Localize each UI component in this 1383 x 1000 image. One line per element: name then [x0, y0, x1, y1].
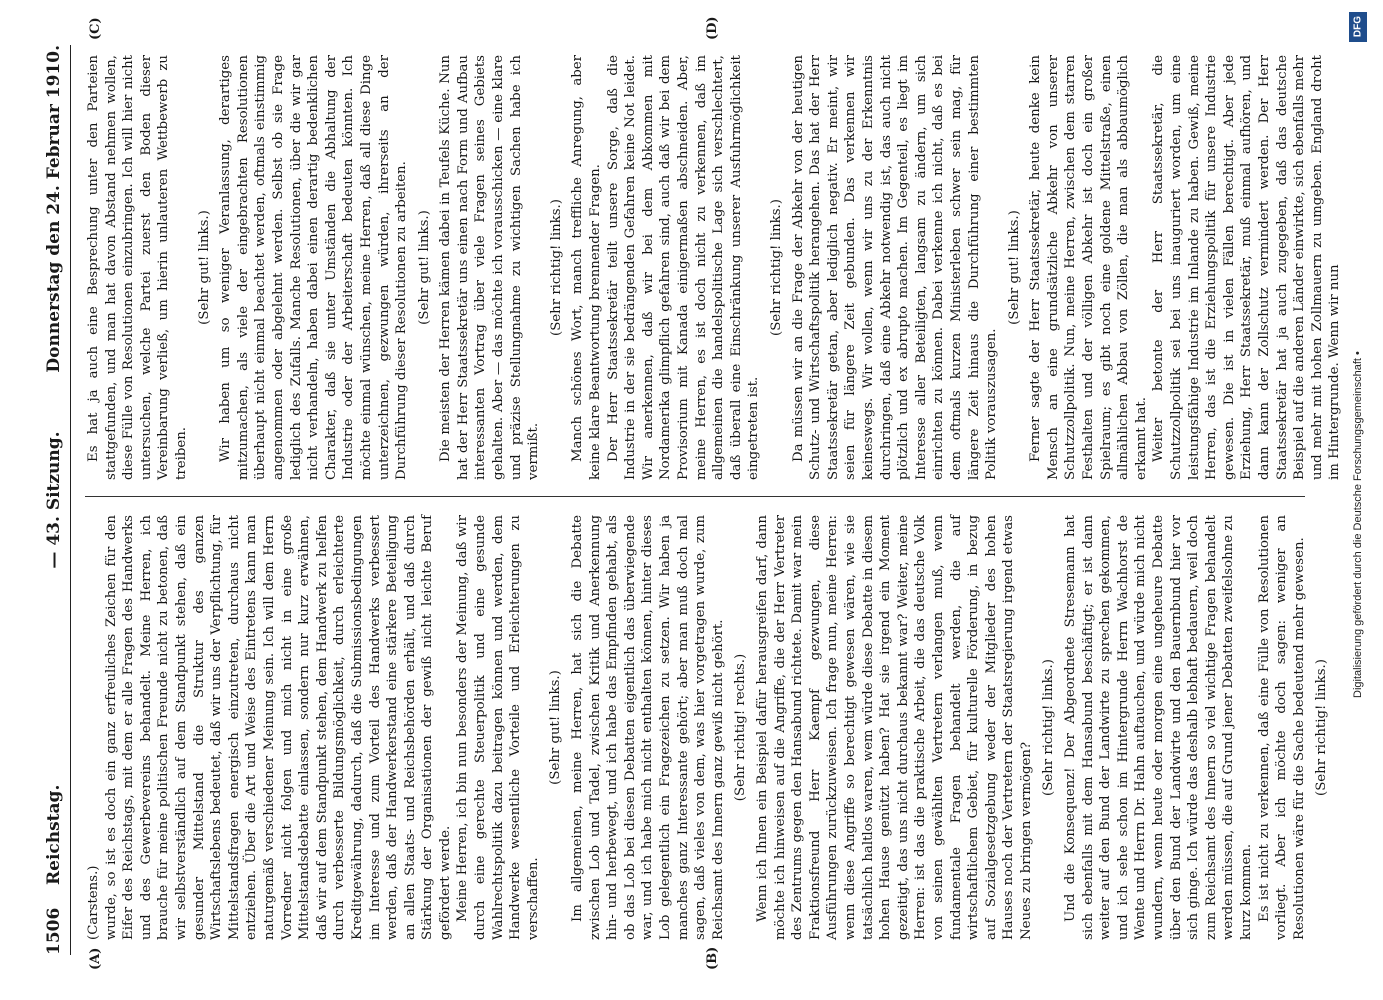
interjection: (Sehr richtig! links.): [548, 199, 564, 336]
paragraph: Meine Herren, ich bin nun besonders der Meinung, daß wir durch eine gerechte Steuerpolitik und eine gesunde Wahlrechtspolitik dazu beitragen können und werden, dem Handwerke wesentliche Vorteile und Erleichterungen zu verschaffen.: [455, 515, 541, 940]
margin-marker-c: (C): [88, 17, 103, 40]
paragraph: Da müssen wir an die Frage der Abkehr von der heutigen Schutz- und Wirtschaftspolitik herangehen. Das hat der Herr Staatssekretär getan, aber lediglich negativ. Er meint, wir seien für längere Zeit gebunden. Das verkennen wir keineswegs. Wir wollen, wenn wir uns zu der Erkenntnis durchringen, daß eine Abkehr notwendig ist, das auch nicht plötzlich und ex abrupto machen. Im Gegenteil, es liegt im Interesse aller Beteiligten, langsam zu ändern, um sich einrichten zu können. Dabei verkenne ich nicht, daß es bei dem oftmals kurzen Ministerleben schwer sein mag, für längere Zeit hinaus die Durchführung einer bestimmten Politik vorauszusagen.: [790, 55, 1000, 480]
paragraph: Manch schönes Wort, manch treffliche Anregung, aber keine klare Beantwortung brennender Fragen.: [570, 55, 604, 480]
interjection: (Sehr gut! links.): [196, 210, 212, 325]
paragraph: Der Herr Staatssekretär teilt unsere Sorge, daß die Industrie in der sie bedrängenden Gefahren keine Not leidet. Wir anerkennen, daß wir bei dem Abkommen mit Nordamerika glimpflich gefahren sind, auch daß wir bei dem Provisorium mit Kanada einigermaßen abschneiden. Aber, meine Herren, es ist doch nicht zu verkennen, daß im allgemeinen die handelspolitische Lage sich verschlechtert, daß überall eine Einschränkung unserer Ausfuhrmöglichkeit eingetreten ist.: [605, 55, 762, 480]
column-divider: [85, 496, 1305, 497]
dfg-logo-text: DFG: [1352, 15, 1364, 38]
interjection: (Sehr gut! links.): [416, 210, 432, 325]
paragraph: Im allgemeinen, meine Herren, hat sich die Debatte zwischen Lob und Tadel, zwischen Kritik und Anerkennung hin- und herbewegt, und ich habe das Empfinden gehabt, als ob das Lob bei diesen Debatten eigentlich das überwiegende war, und ich habe mich nicht enthalten können, hinter dieses Lob gelegentlich ein Fragezeichen zu setzen. Wir haben ja manches ganz Interessante gehört; aber man muß doch mal sagen, daß vieles von dem, was hier vorgetragen wurde, zum Reichsamt des Innern ganz gewiß nicht gehört.: [570, 515, 726, 940]
interjection: (Sehr gut! links.): [548, 670, 564, 785]
paragraph: Wenn ich Ihnen ein Beispiel dafür herausgreifen darf, dann möchte ich hinweisen auf die Angriffe, die der Herr Vertreter des Zentrums gegen den Hansabund richtete. Damit war mein Fraktionsfreund Herr Kaempf gezwungen, diese Ausführungen zurückzuweisen. Ich frage nun, meine Herren: wenn diese Angriffe so berechtigt gewesen wären, wie sie tatsächlich haltlos waren, wem würde diese Debatte in diesem hohen Hause genützt haben? Hat sie irgend ein Moment gezeitigt, das uns nicht durchaus bekannt war? Weiter, meine Herren: ist das die praktische Arbeit, die das deutsche Volk von seinen gewählten Vertretern verlangen muß, wenn fundamentale Fragen behandelt werden, die auf wirtschaftlichem Gebiet, für kulturelle Förderung, in bezug auf Sozialgesetzgebung weder der Mitglieder des hohen Hauses noch der Vertretern der Staatsregierung irgend etwas Neues zu bringen vermögen?: [754, 515, 1034, 940]
right-column: [85, 55, 1344, 480]
interjection: (Sehr gut! links.): [1006, 210, 1022, 325]
page-header: [40, 45, 71, 955]
left-column: [85, 515, 1335, 940]
header-date: Donnerstag den 24. Februar 1910.: [44, 45, 64, 373]
interjection: (Sehr richtig! links.): [1314, 659, 1330, 796]
header-body: Reichstag.: [44, 784, 64, 885]
interjection: (Sehr richtig! links.): [1041, 659, 1057, 796]
interjection: (Sehr richtig! rechts.): [733, 653, 749, 802]
credit-text: Digitalisierung gefördert durch die Deutsche Forschungsgemeinschaft •: [1352, 351, 1364, 698]
interjection: (Sehr richtig! links.): [768, 199, 784, 336]
paragraph: Weiter betonte der Herr Staatssekretär, die Schutzzollpolitik sei bei uns inauguriert worden, um eine leistungsfähige Industrie im Inlande zu haben. Gewiß, meine Herren, das ist die Erziehungspolitik für unsere Industrie gewesen. Die ist in vielen Fällen berechtigt. Aber jede Erziehung, Herr Staatssekretär, muß einmal aufhören, und dann kann der Zollschutz vermindert werden. Der Herr Staatssekretär hat ja auch zugegeben, daß das deutsche Beispiel auf die anderen Länder einwirkte, sich ebenfalls mehr und mehr mit hohen Zollmauern zu umgeben. England droht im Hintergrunde. Wenn wir nun: [1151, 55, 1343, 480]
paragraph: Es ist nicht zu verkennen, daß eine Fülle von Resolutionen vorliegt. Aber ich möchte doch sagen: weniger an Resolutionen wäre für die Sache bedeutend mehr gewesen.: [1256, 515, 1307, 940]
paragraph: Es hat ja auch eine Besprechung unter den Parteien stattgefunden, und man hat davon Abstand nehmen wollen, diese Fülle von Resolutionen einzubringen. Ich will hier nicht untersuchen, welche Partei zuerst den Boden dieser Vereinbarung verließ, um hierin unlauteren Wettbewerb zu treiben.: [86, 55, 189, 480]
margin-marker-a: (A): [88, 947, 103, 970]
paragraph: Und die Konsequenz! Der Abgeordnete Stresemann hat sich ebenfalls mit dem Hansabund beschäftigt; er ist dann weiter auf den Bund der Landwirte zu sprechen gekommen, und ich sehe schon im Hintergrunde Herrn Wachhorst de Wente und Herrn Dr. Hahn auftauchen, und würde mich nicht wundern, wenn heute oder morgen eine ungeheure Debatte über den Bund der Landwirte und den Bauernbund hier vor sich ginge. Ich würde das deshalb lebhaft bedauern, weil doch zum Reichsamt des Innern so viel wichtige Fragen behandelt werden müssen, die auf Grund jener Debatten zweifelsohne zu kurz kommen.: [1063, 515, 1254, 940]
paragraph: Die meisten der Herren kämen dabei in Teufels Küche. Nun hat der Herr Staatssekretär uns einen nach Form und Aufbau interessanten Vortrag über viele Fragen seines Gebiets gehalten. Aber — das möchte ich vorausschicken — eine klare und präzise Stellungnahme zu wichtigen Sachen habe ich vermißt.: [438, 55, 542, 480]
page-number: 1506: [44, 907, 64, 955]
paragraph: Ferner sagte der Herr Staatssekretär, heute denke kein Mensch an eine grundsätzliche Abkehr von unserer Schutzzollpolitik. Nun, meine Herren, zwischen dem starren Festhalten und der völligen Abkehr ist doch ein großer Spielraum; es gibt noch eine goldene Mittelstraße, einen allmählichen Abbau von Zöllen, die man als abbaumöglich erkannt hat.: [1028, 55, 1149, 480]
header-session: — 43. Sitzung.: [44, 431, 64, 569]
paragraph: Wir haben um so weniger Veranlassung, derartiges mitzumachen, als viele der eingebrachten Resolutionen überhaupt nicht einmal beachtet werden, oftmals einstimmig angenommen oder abgelehnt werden. Selbst ob sie Frage lediglich des Zufalls. Manche Resolutionen, über die wir gar nicht verhandeln, haben dabei einen derartig bedenklichen Charakter, daß sie unter Umständen die Abhaltung der Industrie oder der Arbeiterschaft bedeuten könnten. Ich möchte einmal wünschen, meine Herren, daß all diese Dinge unterzeichnen, gezwungen würden, ihrerseits an der Durchführung dieser Resolutionen zu arbeiten.: [218, 55, 410, 480]
speaker-name: (Carstens.): [86, 865, 101, 940]
digitization-credit: [1348, 8, 1368, 998]
margin-marker-d: (D): [705, 16, 720, 40]
margin-marker-b: (B): [705, 946, 720, 970]
paragraph: wurde, so ist es doch ein ganz erfreuliches Zeichen für den Eifer des Reichstags, mit dem er alle Fragen des Handwerks und des Gewerbevereins behandelt. Meine Herren, ich brauche für meine politischen Freunde nicht zu betonen, daß wir selbstverständlich auf dem Standpunkt stehen, daß ein gesunder Mittelstand die Struktur des ganzen Wirtschaftslebens bedeutet, daß wir uns der Verpflichtung, für Mittelstandsfragen energisch einzutreten, durchaus nicht entziehen. Über die Art und Weise des Eintretens kann man naturgemäß verschiedener Meinung sein. Ich will dem Herrn Vorredner nicht folgen und mich nicht in eine große Mittelstandsdebatte einlassen, sondern nur kurz erwähnen, daß wir auf dem Standpunkt stehen, dem Handwerk zu helfen durch verbesserte Bildungsmöglichkeit, durch erleichterte Kreditgewährung, dadurch, daß die Submissionsbedingungen im Interesse und zum Vorteil des Handwerks verbessert werden, daß der Handwerkerstand eine stärkere Beteiligung an allen Staats- und Reichsbehörden erhält, und daß durch Stärkung der Organisationen der gewiß nicht leichte Beruf gefördert werde.: [103, 515, 453, 940]
